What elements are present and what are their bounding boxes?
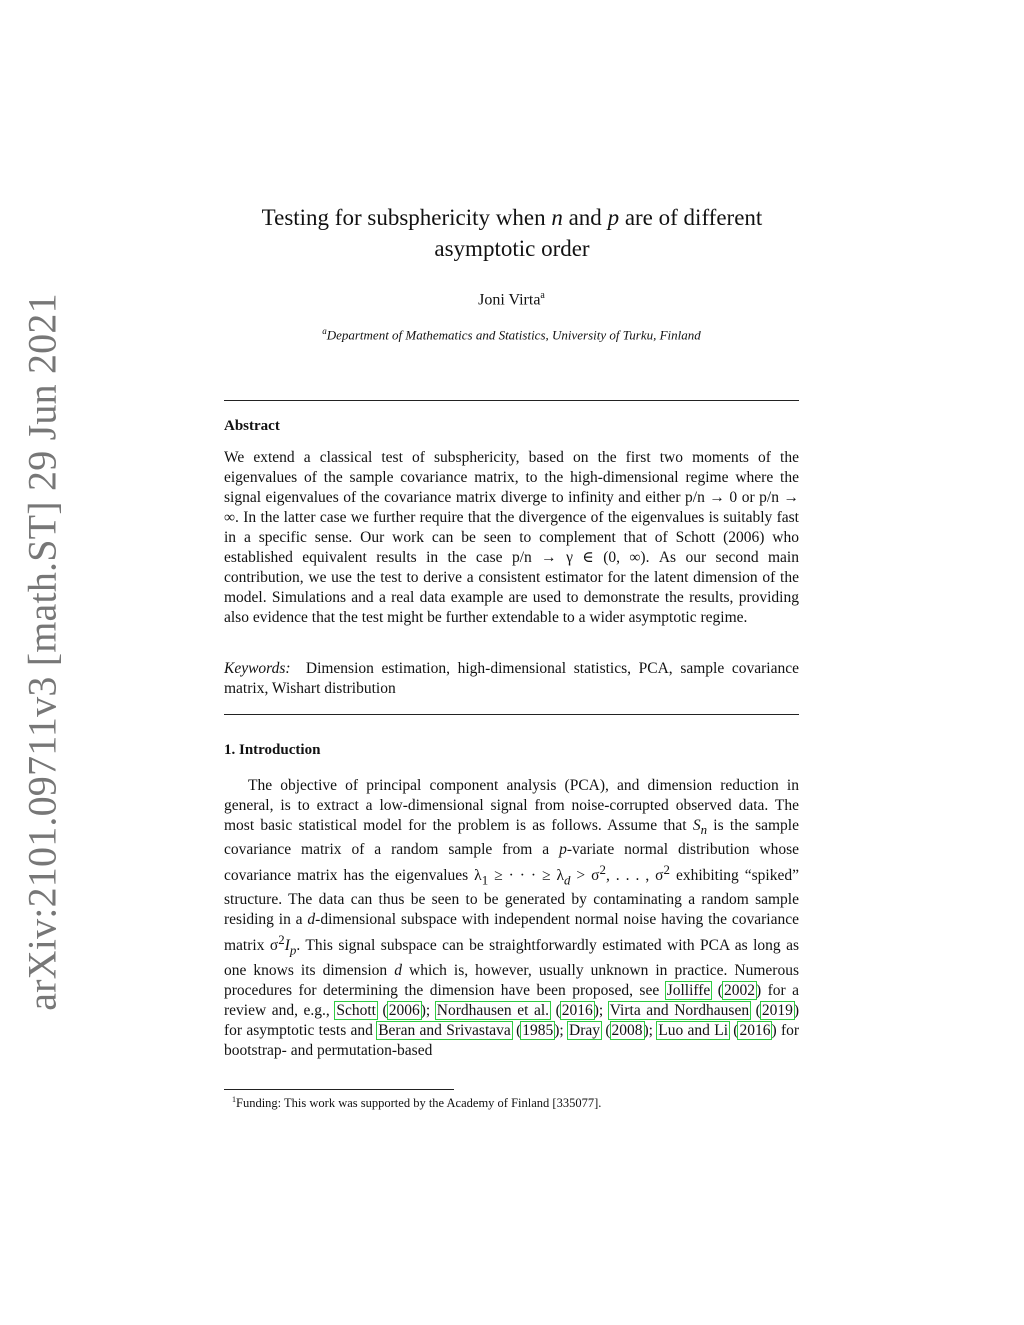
footnote: $^1$Funding: This work was supported by the Academy of Finland [335077]. xyxy=(232,1095,602,1111)
arxiv-identifier-stamp xyxy=(14,293,70,1011)
citation-link[interactable]: Schott xyxy=(336,1001,376,1019)
citation-link[interactable]: Beran and Srivastava xyxy=(378,1021,511,1039)
citation-year-link[interactable]: 2006 xyxy=(388,1001,420,1019)
citation-link[interactable]: Luo and Li xyxy=(658,1021,728,1039)
footnote-rule xyxy=(224,1089,454,1090)
abstract-text: We extend a classical test of subsphericity, based on the first two moments of the eigenvalues of the sample covariance matrix, to the high-dimensional regime where the signal eigenvalues of the covariance matrix diverge to infinity and either p/n → 0 or p/n → ∞. In the latter case we further require that the divergence of the eigenvalues is suitably fast in a specific sense. Our work can be seen to complement that of Schott (2006) who established equivalent results in the case p/n → γ ∈ (0, ∞). As our second main contribution, we use the test to derive a consistent estimator for the latent dimension of the model. Simulations and a real data example are used to demonstrate the results, providing also evidence that the test might be further extendable to a wider asymptotic regime. xyxy=(224,449,799,626)
abstract-top-rule xyxy=(224,400,799,401)
citation-year-link[interactable]: 2016 xyxy=(561,1001,593,1019)
abstract-bottom-rule xyxy=(224,714,799,715)
citation-year-link[interactable]: 2008 xyxy=(611,1021,643,1039)
paper-title: Testing for subsphericity when n and p are of different asymptotic order xyxy=(261,205,763,261)
citation-year-link[interactable]: 2016 xyxy=(739,1021,771,1039)
citation-link[interactable]: Dray xyxy=(569,1021,601,1039)
citation-year-link[interactable]: 2002 xyxy=(723,981,755,999)
citation-year-link[interactable]: 2019 xyxy=(761,1001,793,1019)
citation-year-link[interactable]: 1985 xyxy=(522,1021,554,1039)
introduction-heading: 1. Introduction xyxy=(224,742,321,758)
keywords: Keywords: Dimension estimation, high-dimensional statistics, PCA, sample covariance matrix, Wishart distribution xyxy=(224,660,799,697)
citation-link[interactable]: Jolliffe xyxy=(666,981,711,999)
arxiv-id-text: arXiv:2101.09711v3 [math.ST] 29 Jun 2021 xyxy=(19,293,65,1011)
citation-link[interactable]: Nordhausen et al. xyxy=(436,1001,550,1019)
introduction-paragraph: The objective of principal component analysis (PCA), and dimension reduction in general, is to extract a low-dimensional signal from noise-corrupted observed data. The most basic statistical model for the problem is as follows. Assume that $S_n$ is the sample covariance matrix of a random sample from a p-variate normal distribution whose covariance matrix has the eigenvalues $\lambda_1$ ≥ · · · ≥ $\lambda_d > \sigma^2$, . . . , $\sigma^2$ exhibiting “spiked” structure. The data can thus be seen to be generated by contaminating a random sample residing in a d-dimensional subspace with independent normal noise having the covariance matrix $\sigma^2I_p$. This signal subspace can be straightforwardly estimated with PCA as long as one knows its dimension d which is, however, usually unknown in practice. Numerous procedures for determining the dimension have been proposed, see Jolliffe (2002) for a review and, e.g., Schott (2006); Nordhausen et al. (2016); Virta and Nordhausen (2019) for asymptotic tests and Beran and Srivastava (1985); Dray (2008); Luo and Li (2016) for bootstrap- and permutation-based xyxy=(224,777,800,1059)
affiliation: $^a$Department of Mathematics and Statistics, University of Turku, Finland xyxy=(322,326,701,343)
author: Joni Virta$^a$ xyxy=(478,290,545,309)
citation-link[interactable]: Virta and Nordhausen xyxy=(609,1001,750,1019)
abstract-heading: Abstract xyxy=(224,418,280,434)
